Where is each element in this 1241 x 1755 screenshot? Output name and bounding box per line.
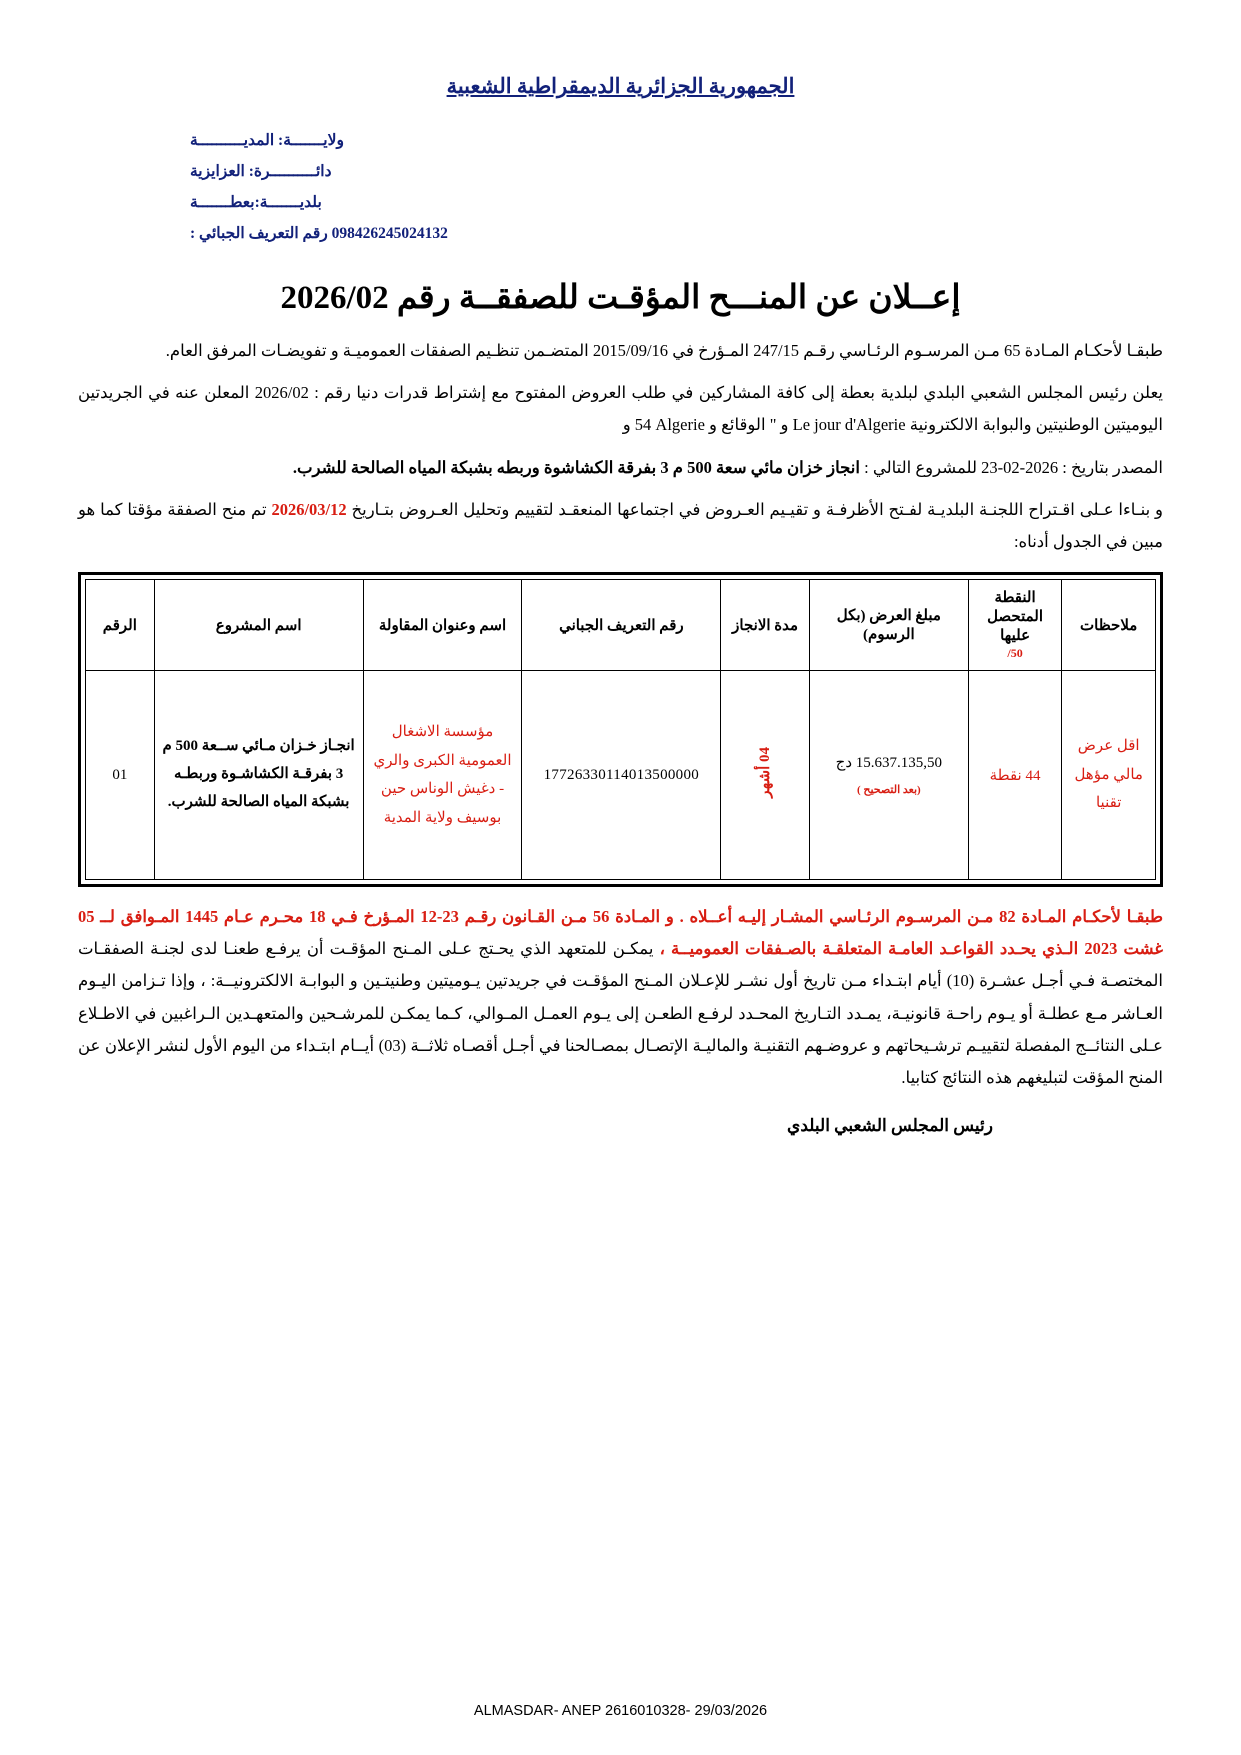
commission-text: و بنـاءا عـلى اقـتراح اللجنـة البلديـة لفـتح الأظرفـة و تقيـيم العـروض في اجتماعها المنعقـد لتقييم وتحليل العـروض بتـاريخ — [351, 499, 1164, 519]
header-points — [968, 580, 1062, 671]
republic-heading: الجمهورية الجزائرية الديمقراطية الشعبية — [446, 74, 795, 98]
commission-text-end: تم منح الصفقة مؤقتا كما هو مبين في الجدول أدناه: — [78, 499, 1163, 551]
header-number: الرقم — [86, 580, 155, 671]
grant-table-container — [78, 572, 1163, 887]
commission-date: 2026/03/12 — [271, 499, 347, 519]
header-fiscal-id: رقم التعريف الجباني — [522, 580, 721, 671]
daira-line: دائــــــــــرة: العزايزية — [190, 163, 332, 180]
header-duration: مدة الانجاز — [721, 580, 810, 671]
cell-points: 44 نقطة — [968, 671, 1062, 880]
administration-block — [78, 125, 1163, 249]
cell-company — [363, 671, 522, 880]
grant-table — [85, 579, 1156, 880]
company-line-2: العمومية الكبرى والري — [373, 752, 512, 769]
cell-duration-value: 04 أشهر — [757, 747, 774, 798]
fiscal-id-label: رقم التعريف الجبائي : — [190, 225, 328, 242]
wilaya-line: ولايـــــــة: المديــــــــــة — [190, 132, 344, 149]
header-points-sub: 50/ — [1007, 646, 1023, 661]
appeal-law-line1: طبقـا لأحكـام المـادة 82 مـن المرسـوم الرئـاسي المشـار إليـه أعــلاه . و المـادة 56 مـن القـانون رقـم 23-12 المـؤرخ فـي — [331, 907, 1164, 927]
header-company: اسم وعنوان المقاولة — [363, 580, 522, 671]
cell-amount-value: 15.637.135,50 دج — [835, 754, 943, 771]
announcement-conj1: و " — [765, 415, 789, 435]
appeal-law-line2: 18 محـرم عـام 1445 المـوافق لــ 05 غشت 2023 الـذي يحـدد القواعـد العامـة المتعلقـة بالصـفقات العموميــة ، — [78, 907, 1164, 959]
paragraph-legal-basis: طبقـا لأحكـام المـادة 65 مـن المرسـوم الرئـاسي رقـم 247/15 المـؤرخ في 2015/09/16 المتضـمن تنظـيم الصفقات العموميـة و تفويضـات المرفق العام. — [165, 341, 1163, 360]
table-row — [86, 671, 1156, 880]
cell-project: انجـاز خـزان مـائي ســعة 500 م 3 بفرقـة الكشاشـوة وربطـه بشبكة المياه الصالحة للشرب. — [154, 671, 363, 880]
paragraph-commission — [78, 494, 1163, 558]
header-amount: مبلغ العرض (بكل الرسوم) — [809, 580, 968, 671]
fiscal-id-value: 098426245024132 — [331, 225, 448, 242]
company-line-1: مؤسسة الاشغال — [391, 724, 494, 741]
paragraph-project-source — [78, 452, 1163, 484]
footer-reference: ALMASDAR- ANEP 2616010328- 29/03/2026 — [473, 1703, 768, 1719]
header-project: اسم المشروع — [154, 580, 363, 671]
company-line-3: - دغيش الوناس حين — [380, 781, 505, 798]
fiscal-id-line — [190, 218, 1163, 249]
cell-duration — [721, 671, 810, 880]
journal-number: 54 — [630, 415, 652, 435]
journal-name-algerie: Algerie — [655, 415, 705, 435]
baladia-line: بلديـــــــة:بعطـــــــة — [190, 194, 322, 211]
company-line-4: بوسيف ولاية المدية — [383, 809, 502, 826]
paragraph-announcement — [78, 377, 1163, 441]
announcement-part2: 2026/02 المعلن عنه في الجريدتين اليوميتين الوطنيتين والبوابة الالكترونية — [78, 383, 1163, 435]
cell-amount — [809, 671, 968, 880]
appeal-body: يمكـن للمتعهد الذي يحـتج عـلى المـنح المؤقـت أن يرفـع طعنـا لدى لجنـة الصفقـات المختصـة فـي أجـل عشـرة (10) أيام ابتـداء مـن تاريخ أول نشـر للإعـلان المـنح المؤقـت في جريدتين يـوميتين وطنيتـين و البوابـة الالكترونيــة: ، وإذا تـزامن اليـوم العـاشر مـع عطلـة أو يـوم راحـة قانونيـة، يمـدد التـاريخ المحـدد لرفـع الطعـن إلى يـوم العمـل المـوالي، كـما يمكـن للمرشـحين والمتعهـدين الـراغبين في الاطـلاع عـلى النتائــج المفصلة لتقييـم ترشـيحاتهم و عروضـهم التقنيـة والماليـة الإتصـال بمصـالحنا في أجـل أقصـاه ثلاثــة (03) أيــام ابتـداء من اليوم الأول لنشر الإعلان عن المنح المؤقت لتبليغهم هذه النتائج كتابيا. — [78, 939, 1164, 1087]
cell-amount-note: (بعد التصحيح ) — [856, 784, 921, 797]
grant-table-head — [86, 580, 1156, 671]
journal-name-wakai: الوقائع و — [704, 415, 766, 435]
page-title: إعــلان عن المنـــح المؤقـت للصفقــة رقم 2026/02 — [280, 280, 961, 316]
announcement-conj2: و — [622, 415, 631, 435]
table-header-row — [86, 580, 1156, 671]
grant-table-body — [86, 671, 1156, 880]
paragraph-appeal — [78, 901, 1163, 1094]
cell-notes: اقل عرض مالي مؤهل تقنيا — [1062, 671, 1156, 880]
signature-line: رئيس المجلس الشعبي البلدي — [787, 1116, 993, 1136]
journal-name-jour: Le jour d'Algerie — [792, 415, 906, 435]
source-date-text: المصدر بتاريخ : 2026-02-23 للمشروع التالي : — [864, 457, 1163, 477]
announcement-part1: يعلن رئيس المجلس الشعبي البلدي لبلدية بعطة إلى كافة المشاركين في طلب العروض المفتوح مع إشتراط قدرات دنيا رقم : — [314, 383, 1163, 403]
header-notes: ملاحظات — [1062, 580, 1156, 671]
header-points-label: النقطة المتحصل عليها — [987, 590, 1044, 645]
project-subject-text: انجاز خزان مائي سعة 500 م 3 بفرقة الكشاشوة وربطه بشبكة المياه الصالحة للشرب. — [292, 457, 860, 477]
cell-fiscal-id: 17726330114013500000 — [522, 671, 721, 880]
cell-number: 01 — [86, 671, 155, 880]
